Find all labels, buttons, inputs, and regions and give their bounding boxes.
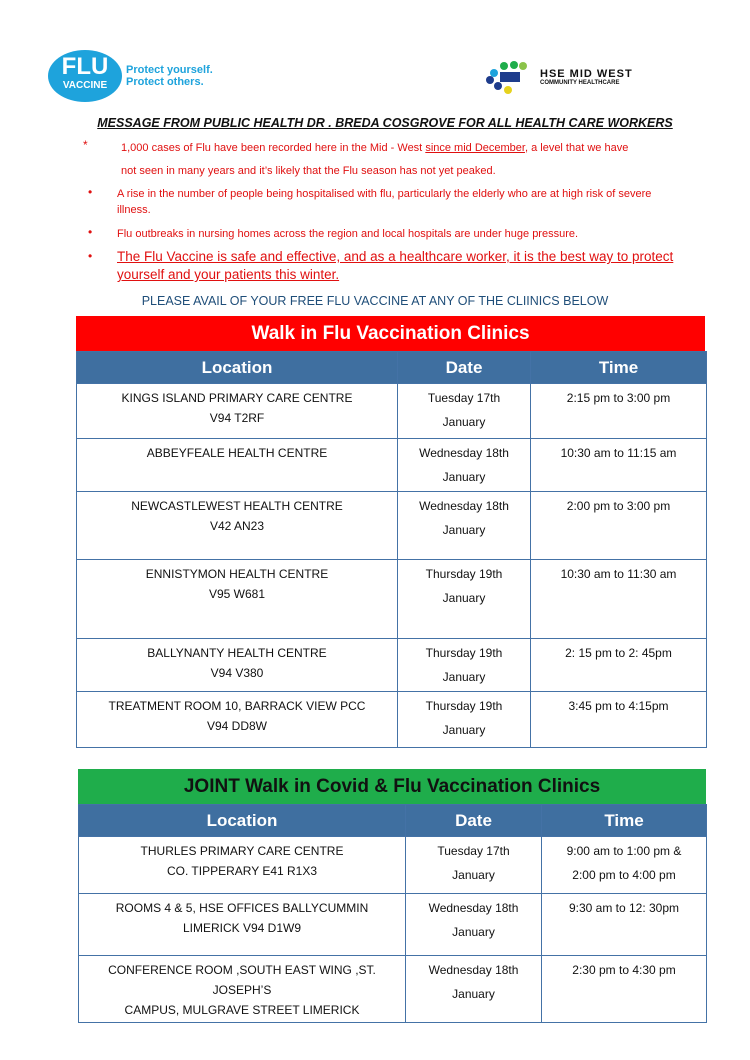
date-line: January xyxy=(452,925,495,939)
loc-line: V94 V380 xyxy=(210,666,264,680)
hse-logo-icon xyxy=(484,60,532,94)
point-text: 1,000 cases of Flu have been recorded here in the Mid - West xyxy=(121,142,426,154)
loc-line: V42 AN23 xyxy=(209,519,265,533)
date-line: Wednesday 18th xyxy=(428,963,519,977)
cell-date xyxy=(398,560,531,639)
date-line: Tuesday 17th xyxy=(437,844,510,858)
point-underlined: since mid December xyxy=(425,142,525,154)
cell-loc xyxy=(79,894,406,956)
loc-line: BALLYNANTY HEALTH CENTRE xyxy=(147,646,327,660)
cell-time xyxy=(531,639,707,692)
column-header: Time xyxy=(542,805,707,837)
loc-line: CO. TIPPERARY E41 R1X3 xyxy=(166,864,318,878)
table-row xyxy=(77,492,707,560)
time-line: 9:00 am to 1:00 pm & xyxy=(566,844,682,858)
cell-time xyxy=(542,894,707,956)
column-header: Date xyxy=(398,352,531,384)
date-line: Thursday 19th xyxy=(425,699,503,713)
bullet: • xyxy=(88,225,93,239)
cell-loc xyxy=(77,692,398,748)
table-row xyxy=(79,837,707,894)
cell-time xyxy=(542,837,707,894)
date-line: January xyxy=(442,470,486,484)
cell-loc xyxy=(77,439,398,492)
column-header: Time xyxy=(531,352,707,384)
cell-time xyxy=(542,956,707,1023)
cell-loc xyxy=(79,956,406,1023)
cell-date xyxy=(398,692,531,748)
loc-line: V94 DD8W xyxy=(206,719,268,733)
table-row xyxy=(77,560,707,639)
date-line: January xyxy=(442,670,486,684)
message-point-4: The Flu Vaccine is safe and effective, and as a healthcare worker, it is the best way to protect yourself and your patients this winter. xyxy=(117,249,674,282)
date-line: January xyxy=(442,723,486,737)
time-line: 2: 15 pm to 2: 45pm xyxy=(565,646,672,660)
cell-date xyxy=(406,956,542,1023)
table-row xyxy=(77,439,707,492)
table-row xyxy=(79,894,707,956)
loc-line: KINGS ISLAND PRIMARY CARE CENTRE xyxy=(121,391,353,405)
logo-text: FLU xyxy=(61,53,109,80)
time-line: 2:15 pm to 3:00 pm xyxy=(566,391,671,405)
point-text: not seen in many years and it’s likely that the Flu season has not yet peaked. xyxy=(121,165,496,177)
table-row xyxy=(77,639,707,692)
cell-date xyxy=(406,894,542,956)
message-point-2: A rise in the number of people being hospitalised with flu, particularly the elderly who are at high risk of severe illness. xyxy=(117,188,652,216)
date-line: January xyxy=(442,523,486,537)
loc-line: CAMPUS, MULGRAVE STREET LIMERICK xyxy=(124,1003,360,1017)
column-header-row xyxy=(79,805,707,837)
tagline-line: Protect yourself. xyxy=(126,64,213,76)
loc-line: CONFERENCE ROOM ,SOUTH EAST WING ,ST. JOSEPH’S xyxy=(108,963,376,997)
cell-date xyxy=(406,837,542,894)
column-header: Date xyxy=(406,805,542,837)
cell-date xyxy=(398,639,531,692)
table-row xyxy=(77,692,707,748)
cell-time xyxy=(531,439,707,492)
message-point-1 xyxy=(121,140,701,179)
column-header: Location xyxy=(79,805,406,837)
time-line: 9:30 am to 12: 30pm xyxy=(568,901,680,915)
tagline xyxy=(126,64,213,88)
loc-line: THURLES PRIMARY CARE CENTRE xyxy=(140,844,344,858)
loc-line: V94 T2RF xyxy=(209,411,265,425)
time-line: 2:00 pm to 4:00 pm xyxy=(572,868,676,882)
time-line: 3:45 pm to 4:15pm xyxy=(568,699,669,713)
cell-loc xyxy=(77,492,398,560)
time-line: 2:30 pm to 4:30 pm xyxy=(572,963,676,977)
bullet: • xyxy=(88,249,93,263)
hse-logo-subtext: COMMUNITY HEALTHCARE xyxy=(540,80,620,86)
walkin-banner: Walk in Flu Vaccination Clinics xyxy=(76,316,705,351)
hse-logo xyxy=(484,58,704,98)
time-line: 10:30 am to 11:30 am xyxy=(560,567,677,581)
cell-time xyxy=(531,384,707,439)
walkin-table xyxy=(76,351,707,748)
logo-text: VACCINE xyxy=(62,80,108,91)
joint-table xyxy=(78,804,707,1023)
cell-loc xyxy=(79,837,406,894)
loc-line: NEWCASTLEWEST HEALTH CENTRE xyxy=(131,499,343,513)
cell-loc xyxy=(77,560,398,639)
message-point-3: Flu outbreaks in nursing homes across the region and local hospitals are under huge pressure. xyxy=(117,228,579,240)
loc-line: LIMERICK V94 D1W9 xyxy=(182,921,302,935)
column-header: Location xyxy=(77,352,398,384)
tagline-line: Protect others. xyxy=(126,76,204,88)
date-line: January xyxy=(452,868,495,882)
message-title: MESSAGE FROM PUBLIC HEALTH DR . BREDA COSGROVE FOR ALL HEALTH CARE WORKERS xyxy=(97,116,673,130)
time-line: 2:00 pm to 3:00 pm xyxy=(566,499,671,513)
loc-line: ROOMS 4 & 5, HSE OFFICES BALLYCUMMIN xyxy=(115,901,369,915)
avail-notice: PLEASE AVAIL OF YOUR FREE FLU VACCINE AT ANY OF THE CLIINICS BELOW xyxy=(141,294,609,308)
date-line: Tuesday 17th xyxy=(427,391,501,405)
flu-vaccine-logo xyxy=(48,50,122,102)
loc-line: V95 W681 xyxy=(208,587,266,601)
cell-time xyxy=(531,692,707,748)
cell-loc xyxy=(77,384,398,439)
cell-date xyxy=(398,439,531,492)
loc-line: ABBEYFEALE HEALTH CENTRE xyxy=(146,446,328,460)
time-line: 10:30 am to 11:15 am xyxy=(560,446,677,460)
date-line: Wednesday 18th xyxy=(419,446,509,460)
date-line: Wednesday 18th xyxy=(428,901,519,915)
loc-line: ENNISTYMON HEALTH CENTRE xyxy=(145,567,329,581)
hse-logo-text: HSE MID WEST xyxy=(540,68,633,80)
loc-line: TREATMENT ROOM 10, BARRACK VIEW PCC xyxy=(108,699,366,713)
point-text: , a level that we have xyxy=(524,142,629,154)
date-line: January xyxy=(442,591,486,605)
cell-time xyxy=(531,560,707,639)
bullet: * xyxy=(83,138,88,152)
cell-time xyxy=(531,492,707,560)
table-row xyxy=(77,384,707,439)
cell-loc xyxy=(77,639,398,692)
date-line: January xyxy=(452,987,495,1001)
date-line: Thursday 19th xyxy=(425,567,503,581)
cell-date xyxy=(398,384,531,439)
table-row xyxy=(79,956,707,1023)
cell-date xyxy=(398,492,531,560)
date-line: January xyxy=(442,415,486,429)
joint-banner: JOINT Walk in Covid & Flu Vaccination Clinics xyxy=(78,769,706,804)
bullet: • xyxy=(88,185,93,199)
date-line: Thursday 19th xyxy=(425,646,503,660)
column-header-row xyxy=(77,352,707,384)
date-line: Wednesday 18th xyxy=(419,499,509,513)
